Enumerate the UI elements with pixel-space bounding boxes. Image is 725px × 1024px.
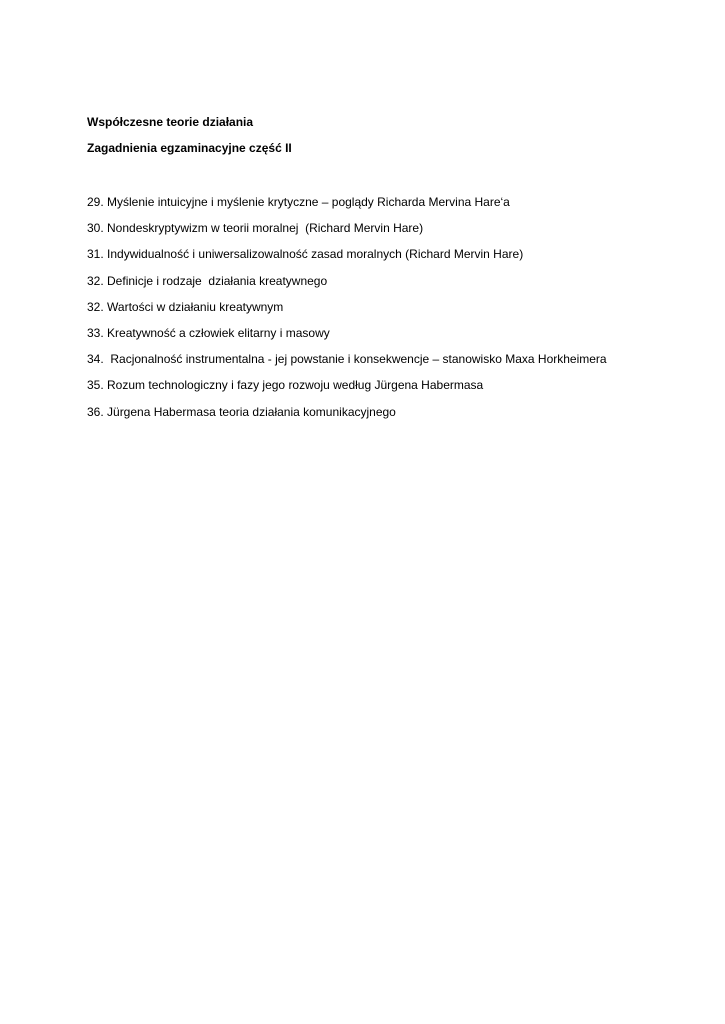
exam-topics-list: [87, 194, 687, 420]
list-item: 31. Indywidualność i uniwersalizowalność zasad moralnych (Richard Mervin Hare): [87, 247, 524, 262]
list-item: 33. Kreatywność a człowiek elitarny i masowy: [87, 325, 330, 340]
document-subtitle: Zagadnienia egzaminacyjne część II: [87, 141, 292, 155]
list-item: 30. Nondeskryptywizm w teorii moralnej (Richard Mervin Hare): [87, 221, 424, 236]
list-item: 35. Rozum technologiczny i fazy jego rozwoju według Jürgena Habermasa: [87, 378, 484, 393]
list-item: 32. Wartości w działaniu kreatywnym: [87, 299, 284, 314]
list-item: 32. Definicje i rodzaje działania kreatywnego: [87, 273, 328, 288]
document-title: Współczesne teorie działania: [87, 115, 254, 129]
list-item: 34. Racjonalność instrumentalna - jej powstanie i konsekwencje – stanowisko Maxa Horkheimera: [87, 352, 607, 367]
list-item: 29. Myślenie intuicyjne i myślenie krytyczne – poglądy Richarda Mervina Hare‘a: [87, 195, 510, 209]
document-content: [87, 114, 687, 430]
list-item: 36. Jürgena Habermasa teoria działania komunikacyjnego: [87, 404, 396, 419]
